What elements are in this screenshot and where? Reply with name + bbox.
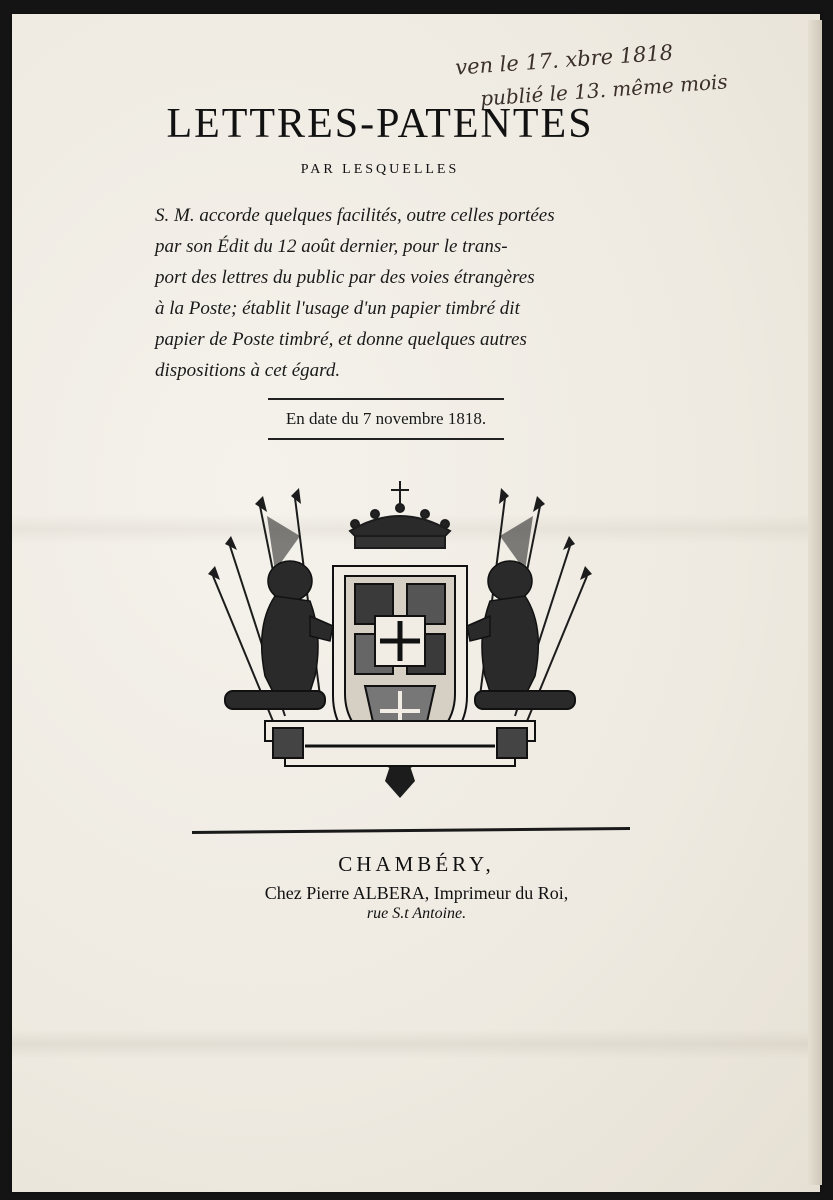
body-line: port des lettres du public par des voies étrangères	[155, 267, 535, 288]
imprint-street: rue S.t Antoine.	[366, 905, 467, 922]
document-title: LETTRES-PATENTES	[166, 101, 594, 147]
handwritten-note-line1: ven le 17. xbre 1818	[454, 40, 674, 80]
date-rule-top	[268, 398, 504, 400]
imprint-printer: Chez Pierre ALBERA, Imprimeur du Roi,	[264, 883, 569, 903]
royal-coat-of-arms-icon	[205, 476, 595, 806]
document-body	[155, 200, 625, 386]
document-date: En date du 7 novembre 1818.	[285, 409, 487, 428]
handwritten-note-line2: publié le 13. même mois	[479, 69, 729, 111]
body-line: par son Édit du 12 août dernier, pour le trans-	[155, 236, 508, 257]
body-line: dispositions à cet égard.	[155, 360, 341, 381]
body-line: à la Poste; établit l'usage d'un papier timbré dit	[155, 298, 520, 319]
date-box	[268, 396, 504, 442]
body-line: papier de Poste timbré, et donne quelques autres	[155, 329, 527, 350]
paper-edge	[808, 20, 822, 1185]
separator-rule	[192, 826, 630, 834]
imprint-city: CHAMBÉRY,	[338, 852, 495, 876]
document-subtitle: PAR LESQUELLES	[300, 162, 460, 177]
body-line: S. M. accorde quelques facilités, outre celles portées	[155, 205, 555, 226]
date-rule-bottom	[268, 438, 504, 440]
